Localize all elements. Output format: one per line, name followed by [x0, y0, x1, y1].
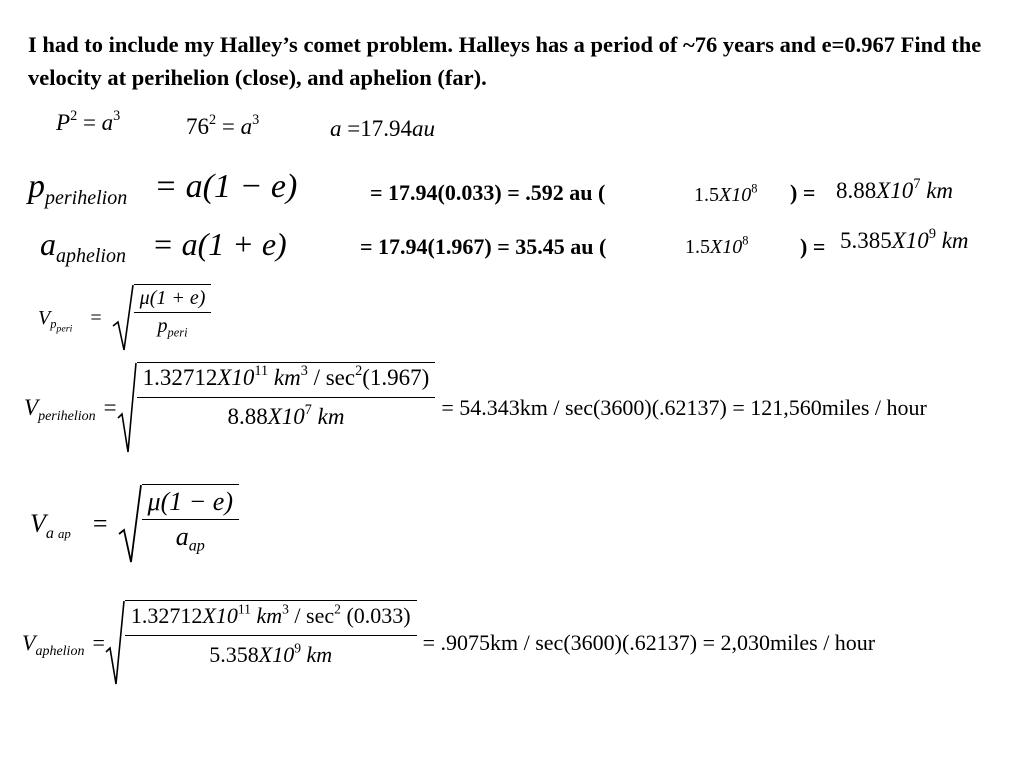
semimajor-symbol: a — [101, 110, 114, 135]
fraction — [134, 287, 212, 338]
semimajor-exponent: 3 — [113, 108, 121, 125]
denominator-mantissa: 8.88 — [227, 404, 268, 429]
semimajor-symbol: a — [330, 116, 342, 141]
equals-sign: = — [347, 116, 361, 141]
conversion-mantissa: 1.5 — [694, 184, 719, 206]
period-exponent: 2 — [70, 108, 78, 125]
conversion-exponent: 8 — [751, 181, 758, 196]
period-value: 76 — [186, 114, 209, 139]
velocity-symbol: V — [24, 395, 39, 420]
denominator-times-ten: X10 — [267, 404, 305, 429]
v-ap-formula — [30, 484, 239, 564]
v-ap-result: = .9075km / sec(3600)(.62137) = 2,030miles / hour — [422, 630, 876, 655]
aphelion-close-text: ) = — [800, 234, 826, 259]
fraction — [142, 487, 239, 555]
fraction-numerator — [125, 603, 417, 636]
equals-sign: = — [221, 114, 235, 139]
conversion-times-ten: X10 — [719, 184, 752, 206]
conversion-exponent: 8 — [742, 233, 749, 248]
fraction — [125, 603, 417, 668]
equals-sign: = — [90, 306, 102, 329]
aphelion-conversion — [685, 233, 749, 259]
numerator-mantissa: 1.32712 — [130, 603, 203, 628]
square-root — [117, 362, 436, 454]
denominator-subscript: ap — [188, 537, 205, 555]
perihelion-close-text: ) = — [790, 180, 816, 205]
fraction — [137, 365, 436, 430]
semimajor-axis-result — [330, 116, 435, 142]
result-exponent: 7 — [913, 176, 921, 193]
aphelion-formula-rhs: = a(1 + e) — [152, 226, 287, 262]
result-unit: km — [941, 228, 969, 253]
perihelion-subscript: perihelion — [45, 187, 128, 209]
result-unit: km — [926, 178, 954, 203]
semimajor-value: 17.94 — [360, 116, 412, 141]
numerator-mantissa: 1.32712 — [142, 365, 218, 390]
numerator-factor: (1.967) — [362, 365, 430, 390]
velocity-symbol: V — [38, 306, 51, 329]
conversion-mantissa: 1.5 — [685, 236, 710, 258]
result-mantissa: 8.88 — [836, 178, 877, 203]
result-exponent: 9 — [928, 226, 936, 243]
aphelion-calculation — [360, 234, 606, 260]
semimajor-exponent: 3 — [252, 112, 260, 129]
velocity-subscript-a: a — [45, 524, 54, 542]
semimajor-unit: au — [411, 116, 435, 141]
v-peri-result: = 54.343km / sec(3600)(.62137) = 121,560miles / hour — [441, 395, 927, 420]
denominator-symbol: a — [175, 522, 189, 551]
v-peri-formula — [38, 284, 211, 352]
perihelion-close — [790, 180, 815, 206]
result-times-ten: X10 — [876, 178, 914, 203]
denominator-subscript: peri — [167, 325, 188, 340]
square-root — [118, 484, 239, 564]
velocity-symbol: V — [22, 630, 36, 655]
numerator-unit-exponent: 3 — [282, 601, 289, 617]
equals-sign: = — [103, 395, 117, 420]
numerator-unit-exponent: 3 — [300, 363, 308, 380]
equals-sign: = — [92, 630, 105, 655]
denominator-exponent: 7 — [304, 402, 312, 419]
square-root — [105, 600, 417, 686]
aphelion-symbol: a — [40, 226, 56, 262]
conversion-times-ten: X10 — [710, 236, 743, 258]
problem-statement: I had to include my Halley’s comet problem. Halleys has a period of ~76 years and e=0.967 Find the velocity at perihelion (close), and aphelion (far). — [28, 32, 982, 90]
square-root — [112, 284, 212, 352]
fraction-numerator — [137, 365, 436, 398]
equals-sign: = — [82, 110, 96, 135]
numerator-unit: km — [256, 603, 283, 628]
denominator-times-ten: X10 — [258, 642, 295, 667]
denominator-exponent: 9 — [294, 640, 302, 656]
perihelion-conversion — [694, 181, 758, 207]
numerator-times-ten: X10 — [217, 365, 255, 390]
perihelion-calculation — [370, 180, 605, 206]
v-ap-calculation — [22, 600, 875, 686]
velocity-subscript-ap: ap — [57, 526, 71, 541]
period-value-exponent: 2 — [209, 112, 217, 129]
fraction-denominator — [125, 636, 417, 668]
perihelion-calc-text: = 17.94(0.033) = .592 au ( — [370, 180, 606, 205]
semimajor-symbol: a — [240, 114, 253, 139]
aphelion-result — [840, 228, 969, 254]
perihelion-distance-formula — [28, 168, 298, 209]
v-peri-calculation — [24, 362, 927, 454]
perihelion-result — [836, 178, 953, 204]
kepler-law-equation — [56, 110, 120, 136]
velocity-symbol: V — [30, 509, 46, 538]
numerator-seconds-exponent: 2 — [334, 601, 341, 617]
result-times-ten: X10 — [891, 228, 929, 253]
numerator-unit: km — [273, 365, 301, 390]
denominator-mantissa: 5.358 — [209, 642, 259, 667]
denominator-unit: km — [317, 404, 345, 429]
numerator-exponent: 11 — [237, 601, 251, 617]
aphelion-close — [800, 234, 825, 260]
velocity-subscript-p: p — [50, 316, 57, 331]
velocity-subscript-peri: peri — [56, 323, 73, 335]
numerator-times-ten: X10 — [202, 603, 238, 628]
numerator-seconds: / sec — [294, 603, 335, 628]
fraction-numerator: μ(1 − e) — [142, 487, 239, 520]
aphelion-distance-formula — [40, 226, 287, 267]
kepler-numeric-equation — [186, 114, 259, 140]
perihelion-symbol: p — [28, 168, 45, 205]
aphelion-subscript: aphelion — [56, 245, 126, 267]
velocity-subscript: aphelion — [35, 643, 85, 659]
equals-sign: = — [92, 509, 108, 538]
period-symbol: P — [56, 110, 71, 135]
fraction-numerator: μ(1 + e) — [134, 287, 212, 313]
numerator-exponent: 11 — [254, 363, 269, 380]
result-mantissa: 5.385 — [840, 228, 892, 253]
numerator-factor: (0.033) — [346, 603, 411, 628]
numerator-seconds: / sec — [313, 365, 356, 390]
denominator-symbol: p — [157, 315, 168, 337]
fraction-denominator — [137, 398, 436, 430]
aphelion-calc-text: = 17.94(1.967) = 35.45 au ( — [360, 234, 607, 259]
velocity-subscript: perihelion — [38, 408, 96, 424]
perihelion-formula-rhs: = a(1 − e) — [154, 168, 298, 205]
numerator-seconds-exponent: 2 — [355, 363, 363, 380]
denominator-unit: km — [306, 642, 333, 667]
